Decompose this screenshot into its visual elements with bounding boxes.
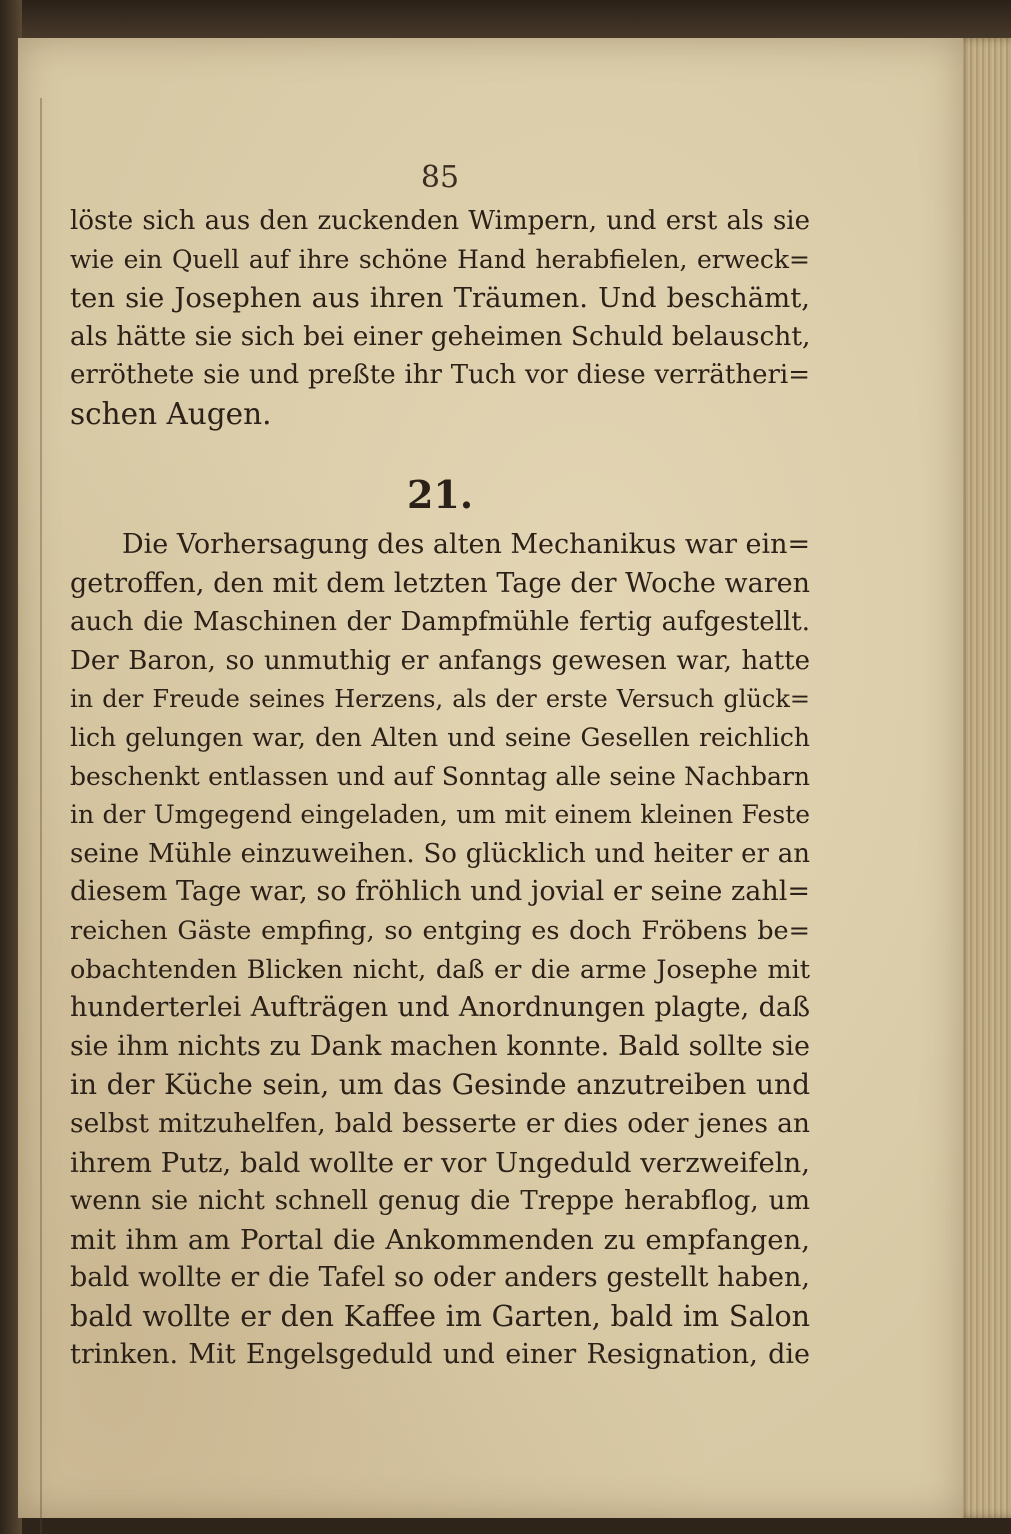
text-line: hunderterlei Aufträgen und Anordnungen plagte, daß bbox=[70, 992, 810, 1024]
text-line: bald wollte er den Kaffee im Garten, bald im Salon bbox=[70, 1299, 810, 1333]
text-line: obachtenden Blicken nicht, daß er die arme Josephe mit bbox=[70, 954, 810, 985]
page-number: 85 bbox=[420, 160, 460, 195]
text-line: Der Baron, so unmuthig er anfangs gewesen war, hatte bbox=[70, 645, 810, 676]
chapter-heading: 21. bbox=[406, 472, 474, 517]
text-line: sie ihm nichts zu Dank machen konnte. Bald sollte sie bbox=[70, 1030, 810, 1062]
book-binding-top bbox=[0, 0, 1011, 42]
paragraph-2 bbox=[70, 526, 810, 1375]
text-line: in der Freude seines Herzens, als der erste Versuch glück= bbox=[70, 685, 810, 714]
text-line: in der Küche sein, um das Gesinde anzutreiben und bbox=[70, 1068, 810, 1102]
text-line: bald wollte er die Tafel so oder anders gestellt haben, bbox=[70, 1262, 810, 1294]
page-edges bbox=[955, 38, 1011, 1518]
text-line: Die Vorhersagung des alten Mechanikus war ein= bbox=[122, 529, 810, 560]
paragraph-1 bbox=[70, 202, 810, 434]
text-line: beschenkt entlassen und auf Sonntag alle seine Nachbarn bbox=[70, 761, 810, 791]
text-line: als hätte sie sich bei einer geheimen Schuld belauscht, bbox=[70, 320, 810, 352]
text-line: schen Augen. bbox=[70, 396, 272, 431]
text-line: wie ein Quell auf ihre schöne Hand herabfielen, erweck= bbox=[70, 244, 810, 274]
text-line: wenn sie nicht schnell genug die Treppe herabflog, um bbox=[70, 1186, 810, 1217]
text-line: ten sie Josephen aus ihren Träumen. Und beschämt, bbox=[70, 282, 810, 315]
spine-line bbox=[40, 98, 42, 1534]
text-line: mit ihm am Portal die Ankommenden zu empfangen, bbox=[70, 1223, 810, 1256]
text-line: trinken. Mit Engelsgeduld und einer Resignation, die bbox=[70, 1339, 810, 1371]
text-line: lich gelungen war, den Alten und seine Gesellen reichlich bbox=[70, 722, 810, 752]
text-line: selbst mitzuhelfen, bald besserte er dies oder jenes an bbox=[70, 1107, 810, 1139]
text-line: auch die Maschinen der Dampfmühle fertig aufgestellt. bbox=[70, 607, 810, 638]
text-line: ihrem Putz, bald wollte er vor Ungeduld verzweifeln, bbox=[70, 1146, 810, 1179]
text-line: getroffen, den mit dem letzten Tage der Woche waren bbox=[70, 567, 810, 599]
text-line: in der Umgegend eingeladen, um mit einem kleinen Feste bbox=[70, 800, 810, 830]
text-line: löste sich aus den zuckenden Wimpern, und erst als sie bbox=[70, 206, 810, 236]
text-line: seine Mühle einzuweihen. So glücklich und heiter er an bbox=[70, 838, 810, 869]
book-page bbox=[18, 38, 963, 1518]
text-line: erröthete sie und preßte ihr Tuch vor diese verrätheri= bbox=[70, 360, 810, 391]
text-line: reichen Gäste empfing, so entging es doch Fröbens be= bbox=[70, 915, 810, 946]
text-line: diesem Tage war, so fröhlich und jovial er seine zahl= bbox=[70, 876, 810, 908]
